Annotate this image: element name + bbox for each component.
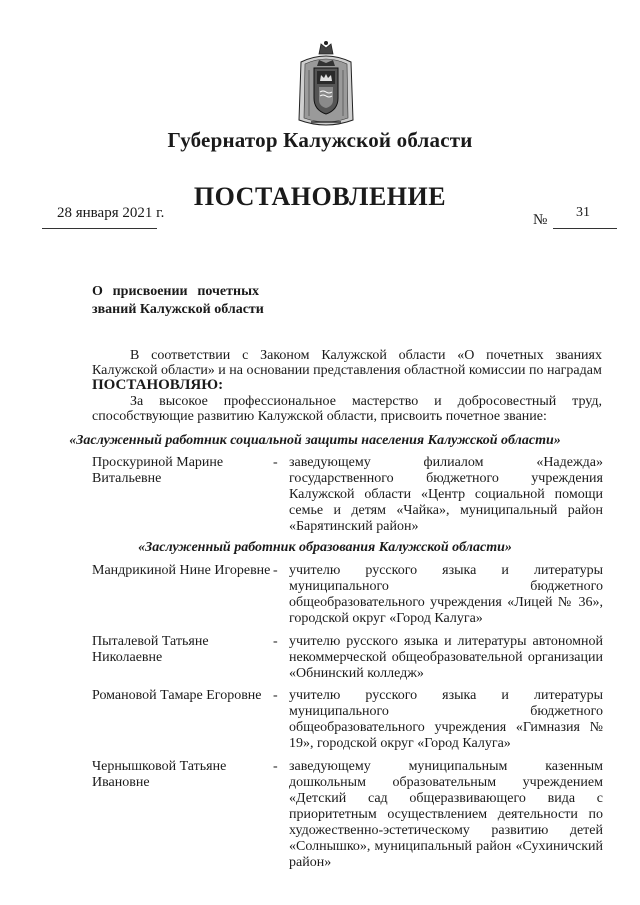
recipient-position: учителю русского языка и литературы автономной некоммерческой общеобразовательной организации «Обнинский колледж» [289,634,603,681]
preamble-paragraph: В соответствии с Законом Калужской области «О почетных званиях Калужской области» и на основании представления областной комиссии по наградам [92,348,602,378]
recipient-position: заведующему филиалом «Надежда» государственного бюджетного учреждения Калужской области «Центр социальной помощи семье и детям «Чайка», муниципальный район «Барятинский район» [289,455,603,534]
date-underline [42,228,157,229]
entry-dash: - [273,688,278,703]
honorary-title-heading: «Заслуженный работник социальной защиты населения Калужской области» [69,433,561,448]
number-label: № [533,212,548,228]
entry-dash: - [273,759,278,774]
subject-word: О [92,284,103,299]
document-number: 31 [576,205,590,220]
issuing-authority: Губернатор Калужской области [167,128,473,152]
entry-dash: - [273,634,278,649]
subject-word: присвоении [112,284,188,299]
number-underline [553,228,617,229]
recipient-position: заведующему муниципальным казенным дошкольным образовательным учреждением «Детский сад общеразвивающего вида с приоритетным осуществлением деятельности по художественно-эстетическому развитию детей «Солнышко», муниципальный район «Сухиничский район» [289,759,603,870]
clause-paragraph: За высокое профессиональное мастерство и добросовестный труд, способствующие развитию Калужской области, присвоить почетное звание: [92,394,602,424]
document-date: 28 января 2021 г. [57,205,165,221]
decree-word: ПОСТАНОВЛЯЮ: [92,377,224,393]
honorary-title-heading: «Заслуженный работник образования Калужской области» [138,540,512,555]
entry-dash: - [273,455,278,470]
subject-line-1 [92,283,259,301]
coat-of-arms-emblem [297,40,355,128]
entry-dash: - [273,563,278,578]
document-subject [92,283,264,319]
recipient-name: Пыталевой Татьяне Николаевне [92,634,209,665]
recipient-name: Проскуриной Марине Витальевне [92,455,224,486]
recipient-position: учителю русского языка и литературы муниципального бюджетного общеобразовательного учреждения «Гимназия № 19», городской округ «Город Калуга» [289,688,603,751]
recipient-position: учителю русского языка и литературы муниципального бюджетного общеобразовательного учреждения «Лицей № 36», городской округ «Город Калуга» [289,563,603,626]
recipient-name: Чернышковой Татьяне Ивановне [92,759,227,790]
recipient-name: Романовой Тамаре Егоровне [92,688,262,703]
document-type-title: ПОСТАНОВЛЕНИЕ [193,182,447,211]
recipient-name: Мандрикиной Нине Игоревне [92,563,271,578]
subject-line-2: званий Калужской области [92,302,264,317]
subject-word: почетных [197,284,259,299]
